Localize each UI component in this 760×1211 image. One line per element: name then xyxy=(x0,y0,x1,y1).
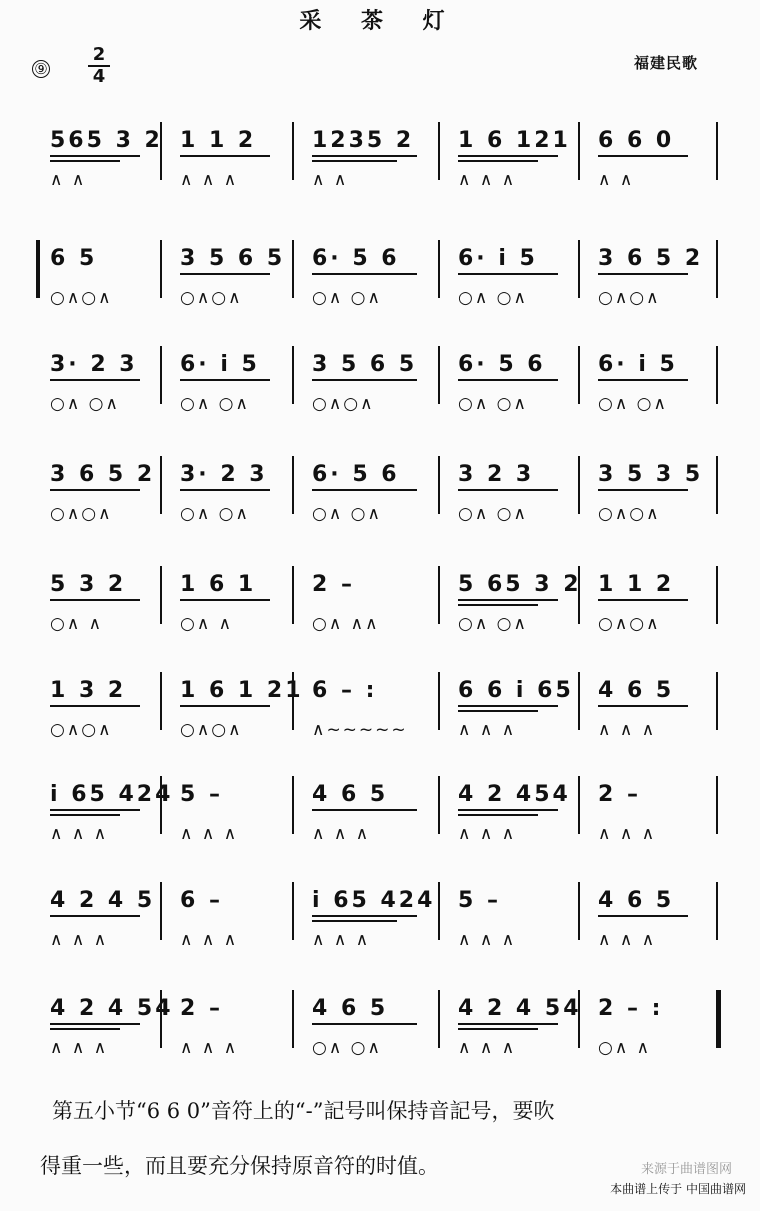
barline xyxy=(716,122,718,180)
measure xyxy=(172,996,292,1076)
measure xyxy=(450,462,580,542)
beam-line xyxy=(458,379,558,381)
beam-line xyxy=(598,915,688,917)
measure xyxy=(304,572,439,652)
measure-notes: 565 3 2 xyxy=(50,128,163,153)
measure-articulation-marks: ○∧○∧ xyxy=(50,504,113,524)
measure xyxy=(450,996,580,1076)
measure-articulation-marks: ∧ ∧ ∧ xyxy=(50,824,109,844)
beam-line xyxy=(50,705,140,707)
measure xyxy=(590,462,710,542)
barline xyxy=(292,882,294,940)
measure-notes: 1 6 1 xyxy=(180,572,257,597)
measure-articulation-marks: ○∧○∧ xyxy=(180,720,243,740)
barline xyxy=(438,990,440,1048)
beam-line xyxy=(180,155,270,157)
barline xyxy=(578,240,580,298)
measure-notes: 5 – xyxy=(180,782,223,807)
barline xyxy=(438,240,440,298)
beam-line xyxy=(180,489,270,491)
beam-line xyxy=(180,705,270,707)
measure-articulation-marks: ○∧ ∧ xyxy=(50,614,104,634)
barline xyxy=(160,882,162,940)
measure xyxy=(304,462,439,542)
barline xyxy=(716,346,718,404)
measure xyxy=(172,352,292,432)
piece-number: ⑨ xyxy=(32,60,50,78)
barline xyxy=(160,346,162,404)
beam-line xyxy=(50,599,140,601)
measure-notes: i 65 424 xyxy=(50,782,174,807)
measure xyxy=(450,888,580,968)
measure-articulation-marks: ∧ ∧ ∧ xyxy=(598,720,657,740)
measure-notes: 1 1 2 xyxy=(598,572,675,597)
beam-line xyxy=(458,710,538,712)
measure-articulation-marks: ○∧ ○∧ xyxy=(50,394,120,414)
barline xyxy=(578,122,580,180)
barline xyxy=(438,346,440,404)
measure-articulation-marks: ∧ ∧ ∧ xyxy=(458,930,517,950)
measure-articulation-marks: ○∧ ○∧ xyxy=(458,288,528,308)
measure-notes: 3 2 3 xyxy=(458,462,535,487)
footer-text: 本曲谱上传于 中国曲谱网 xyxy=(610,1182,746,1196)
beam-line xyxy=(598,379,688,381)
measure-notes: 6 6 i 65 xyxy=(458,678,574,703)
measure xyxy=(42,128,162,208)
measure-notes: i 65 424 xyxy=(312,888,436,913)
measure-notes: 6 6 0 xyxy=(598,128,675,153)
measure xyxy=(172,572,292,652)
measure xyxy=(450,782,580,862)
score-row xyxy=(0,572,760,672)
beam-line xyxy=(312,1023,417,1025)
beam-line xyxy=(50,1028,120,1030)
measure-articulation-marks: ○∧ ○∧ xyxy=(180,394,250,414)
beam-line xyxy=(598,273,688,275)
measure-notes: 4 2 4 5 xyxy=(50,888,156,913)
beam-line xyxy=(312,915,417,917)
beam-line xyxy=(458,604,538,606)
beam-line xyxy=(312,155,417,157)
beam-line xyxy=(598,599,688,601)
measure-articulation-marks: ∧ ∧ ∧ xyxy=(312,824,371,844)
measure xyxy=(42,678,162,758)
measure-articulation-marks: ○∧ ○∧ xyxy=(312,1038,382,1058)
measure xyxy=(450,352,580,432)
measure-notes: 5 3 2 xyxy=(50,572,127,597)
measure-notes: 1235 2 xyxy=(312,128,415,153)
beam-line xyxy=(458,1028,538,1030)
barline xyxy=(578,566,580,624)
measure xyxy=(304,888,439,968)
beam-line xyxy=(50,155,140,157)
barline xyxy=(716,240,718,298)
measure-notes: 6· i 5 xyxy=(458,246,538,271)
measure xyxy=(42,352,162,432)
measure xyxy=(450,246,580,326)
measure xyxy=(450,572,580,652)
measure-articulation-marks: ∧ ∧ ∧ xyxy=(458,1038,517,1058)
beam-line xyxy=(312,273,417,275)
barline xyxy=(578,346,580,404)
measure-notes: 4 6 5 xyxy=(598,678,675,703)
score-row xyxy=(0,246,760,346)
measure xyxy=(590,352,710,432)
measure-notes: 3· 2 3 xyxy=(180,462,268,487)
source-label: 福建民歌 xyxy=(633,54,698,72)
beam-line xyxy=(312,489,417,491)
barline xyxy=(292,346,294,404)
measure-articulation-marks: ∧ ∧ ∧ xyxy=(180,170,239,190)
barline xyxy=(438,566,440,624)
barline xyxy=(578,776,580,834)
measure xyxy=(304,246,439,326)
barline xyxy=(716,672,718,730)
score-row xyxy=(0,782,760,882)
time-signature xyxy=(88,46,110,86)
page-title: 采 茶 灯 xyxy=(299,8,461,34)
measure-articulation-marks: ∧ ∧ ∧ xyxy=(598,824,657,844)
barline xyxy=(438,672,440,730)
score-row xyxy=(0,462,760,562)
measure-notes: 1 6 121 xyxy=(458,128,571,153)
measure-articulation-marks: ○∧○∧ xyxy=(312,394,375,414)
measure-articulation-marks: ○∧ ○∧ xyxy=(598,394,668,414)
barline xyxy=(292,672,294,730)
measure-notes: 2 – xyxy=(598,782,641,807)
measure-articulation-marks: ○∧○∧ xyxy=(180,288,243,308)
measure-notes: 4 6 5 xyxy=(312,996,389,1021)
barline xyxy=(160,240,162,298)
score-row xyxy=(0,888,760,988)
barline xyxy=(438,882,440,940)
measure-articulation-marks: ∧ ∧ xyxy=(312,170,349,190)
measure-articulation-marks: ○∧ ○∧ xyxy=(180,504,250,524)
measure xyxy=(304,678,439,758)
measure-articulation-marks: ∧ ∧ ∧ xyxy=(180,930,239,950)
beam-line xyxy=(312,809,417,811)
barline xyxy=(292,776,294,834)
score-row xyxy=(0,678,760,778)
measure-articulation-marks: ○∧ ∧ xyxy=(598,1038,652,1058)
measure-articulation-marks: ∧ ∧ ∧ xyxy=(458,720,517,740)
barline xyxy=(160,990,162,1048)
measure-notes: 6· 5 6 xyxy=(312,246,400,271)
measure xyxy=(172,678,304,758)
beam-line xyxy=(50,1023,140,1025)
measure-notes: 3 5 6 5 xyxy=(312,352,418,377)
measure-notes: 4 6 5 xyxy=(312,782,389,807)
barline xyxy=(716,882,718,940)
beam-line xyxy=(458,1023,558,1025)
measure-notes: 1 1 2 xyxy=(180,128,257,153)
measure-notes: 2 – : xyxy=(598,996,664,1021)
measure-articulation-marks: ∧ ∧ ∧ xyxy=(180,1038,239,1058)
beam-line xyxy=(458,155,558,157)
repeat-start-barline xyxy=(36,240,40,298)
measure xyxy=(172,128,292,208)
barline xyxy=(292,990,294,1048)
measure-articulation-marks: ∧ ∧ ∧ xyxy=(598,930,657,950)
time-signature-bottom: 4 xyxy=(92,66,106,87)
score-row xyxy=(0,352,760,452)
measure-articulation-marks: ○∧ ○∧ xyxy=(458,614,528,634)
measure xyxy=(304,782,439,862)
measure-notes: 6 5 xyxy=(50,246,98,271)
measure-notes: 6 – xyxy=(180,888,223,913)
measure-articulation-marks: ∧ ∧ ∧ xyxy=(458,824,517,844)
measure-articulation-marks: ∧ ∧ ∧ xyxy=(312,930,371,950)
measure-articulation-marks: ○∧ ○∧ xyxy=(312,504,382,524)
measure-notes: 6· i 5 xyxy=(598,352,678,377)
measure xyxy=(590,128,710,208)
beam-line xyxy=(50,809,140,811)
measure xyxy=(42,996,174,1076)
beam-line xyxy=(50,814,120,816)
measure-notes: 3· 2 3 xyxy=(50,352,138,377)
measure-articulation-marks: ∧~~~~~ xyxy=(312,720,408,740)
barline xyxy=(292,122,294,180)
measure xyxy=(590,246,710,326)
measure-notes: 4 2 4 54 xyxy=(458,996,582,1021)
measure-articulation-marks: ∧ ∧ ∧ xyxy=(180,824,239,844)
barline xyxy=(160,672,162,730)
measure xyxy=(590,996,710,1076)
measure xyxy=(172,246,292,326)
measure xyxy=(42,888,162,968)
barline xyxy=(438,122,440,180)
measure-notes: 1 3 2 xyxy=(50,678,127,703)
beam-line xyxy=(458,489,558,491)
beam-line xyxy=(180,273,270,275)
barline xyxy=(438,456,440,514)
measure-notes: 6 – : xyxy=(312,678,378,703)
measure-articulation-marks: ○∧○∧ xyxy=(50,288,113,308)
measure-articulation-marks: ○∧ ○∧ xyxy=(312,288,382,308)
explanation-line-1: 第五小节“6 6 0”音符上的“-”記号叫保持音記号，要吹 xyxy=(52,1099,555,1123)
measure xyxy=(304,352,439,432)
measure xyxy=(172,888,292,968)
barline xyxy=(292,240,294,298)
beam-line xyxy=(50,915,140,917)
measure-articulation-marks: ∧ ∧ xyxy=(50,170,87,190)
measure xyxy=(590,782,710,862)
measure-notes: 6· i 5 xyxy=(180,352,260,377)
barline xyxy=(578,990,580,1048)
beam-line xyxy=(458,160,538,162)
beam-line xyxy=(458,814,538,816)
beam-line xyxy=(312,160,397,162)
barline xyxy=(716,566,718,624)
measure xyxy=(590,572,710,652)
beam-line xyxy=(180,379,270,381)
measure-notes: 1 6 1 21 xyxy=(180,678,304,703)
barline xyxy=(438,776,440,834)
barline xyxy=(578,672,580,730)
barline xyxy=(160,566,162,624)
measure xyxy=(590,888,710,968)
beam-line xyxy=(312,920,397,922)
measure-notes: 4 2 454 xyxy=(458,782,571,807)
measure-articulation-marks: ∧ ∧ ∧ xyxy=(458,170,517,190)
barline xyxy=(716,990,721,1048)
measure-articulation-marks: ○∧ ○∧ xyxy=(458,394,528,414)
score-row xyxy=(0,128,760,228)
watermark-text: 来源于曲谱图网 xyxy=(640,1162,732,1177)
beam-line xyxy=(50,160,120,162)
beam-line xyxy=(458,809,558,811)
measure-articulation-marks: ○∧○∧ xyxy=(598,614,661,634)
measure-notes: 3 5 6 5 xyxy=(180,246,286,271)
barline xyxy=(716,776,718,834)
barline xyxy=(292,566,294,624)
measure xyxy=(304,128,439,208)
measure-notes: 6· 5 6 xyxy=(312,462,400,487)
measure-notes: 5 – xyxy=(458,888,501,913)
barline xyxy=(716,456,718,514)
measure-notes: 3 6 5 2 xyxy=(598,246,704,271)
beam-line xyxy=(50,489,140,491)
measure xyxy=(42,462,162,542)
measure xyxy=(450,678,580,758)
measure-articulation-marks: ○∧○∧ xyxy=(598,504,661,524)
barline xyxy=(160,122,162,180)
measure-notes: 6· 5 6 xyxy=(458,352,546,377)
barline xyxy=(578,456,580,514)
beam-line xyxy=(598,489,688,491)
measure-articulation-marks: ∧ ∧ ∧ xyxy=(50,930,109,950)
measure-notes: 3 5 3 5 xyxy=(598,462,704,487)
measure-articulation-marks: ∧ ∧ ∧ xyxy=(50,1038,109,1058)
measure-articulation-marks: ○∧○∧ xyxy=(598,288,661,308)
measure-notes: 3 6 5 2 xyxy=(50,462,156,487)
barline xyxy=(160,776,162,834)
measure-articulation-marks: ∧ ∧ xyxy=(598,170,635,190)
measure-notes: 4 6 5 xyxy=(598,888,675,913)
measure xyxy=(42,246,162,326)
time-signature-top: 2 xyxy=(92,44,106,65)
beam-line xyxy=(458,273,558,275)
measure-notes: 5 65 3 2 xyxy=(458,572,582,597)
measure-articulation-marks: ○∧ ∧ xyxy=(180,614,234,634)
measure xyxy=(172,782,292,862)
measure xyxy=(172,462,292,542)
beam-line xyxy=(458,599,558,601)
measure xyxy=(42,782,174,862)
measure xyxy=(590,678,710,758)
score-row xyxy=(0,996,760,1096)
measure-notes: 4 2 4 54 xyxy=(50,996,174,1021)
measure xyxy=(450,128,580,208)
measure-notes: 2 – xyxy=(312,572,355,597)
beam-line xyxy=(458,705,558,707)
measure xyxy=(304,996,439,1076)
beam-line xyxy=(180,599,270,601)
barline xyxy=(578,882,580,940)
measure xyxy=(42,572,162,652)
explanation-line-2: 得重一些，而且要充分保持原音符的时值。 xyxy=(40,1154,439,1178)
beam-line xyxy=(598,155,688,157)
beam-line xyxy=(312,379,417,381)
measure-articulation-marks: ○∧ ○∧ xyxy=(458,504,528,524)
measure-articulation-marks: ○∧○∧ xyxy=(50,720,113,740)
beam-line xyxy=(50,379,140,381)
beam-line xyxy=(598,705,688,707)
barline xyxy=(292,456,294,514)
measure-notes: 2 – xyxy=(180,996,223,1021)
barline xyxy=(160,456,162,514)
measure-articulation-marks: ○∧ ∧∧ xyxy=(312,614,380,634)
